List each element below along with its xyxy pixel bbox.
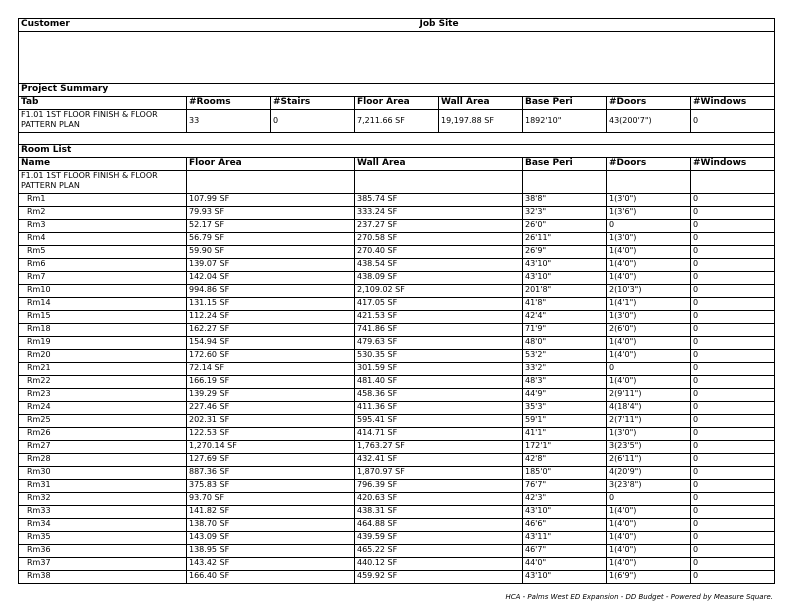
room-value-cell: 43'11"	[523, 532, 607, 545]
room-value-cell: 112.24 SF	[187, 311, 355, 324]
room-value-cell: 0	[691, 298, 775, 311]
room-value-cell: 122.53 SF	[187, 428, 355, 441]
room-row	[19, 545, 775, 558]
room-name-cell: Rm21	[19, 363, 187, 376]
group-empty-cell	[187, 171, 355, 194]
room-row	[19, 194, 775, 207]
room-value-cell: 1(3'6")	[607, 207, 691, 220]
room-value-cell: 0	[691, 272, 775, 285]
room-name-cell: Rm33	[19, 506, 187, 519]
room-value-cell: 887.36 SF	[187, 467, 355, 480]
room-value-cell: 0	[691, 324, 775, 337]
room-value-cell: 458.36 SF	[355, 389, 523, 402]
room-row	[19, 480, 775, 493]
room-value-cell: 142.04 SF	[187, 272, 355, 285]
room-value-cell: 38'8"	[523, 194, 607, 207]
room-value-cell: 3(23'5")	[607, 441, 691, 454]
room-value-cell: 0	[691, 285, 775, 298]
room-value-cell: 201'8"	[523, 285, 607, 298]
summary-value-cell: 43(200'7")	[607, 110, 691, 133]
room-name-cell: Rm10	[19, 285, 187, 298]
room-value-cell: 53'2"	[523, 350, 607, 363]
room-row	[19, 467, 775, 480]
room-value-cell: 1(4'0")	[607, 545, 691, 558]
room-value-cell: 0	[691, 194, 775, 207]
room-value-cell: 0	[691, 350, 775, 363]
room-name-cell: Rm27	[19, 441, 187, 454]
room-list-table	[18, 144, 775, 584]
room-value-cell: 439.59 SF	[355, 532, 523, 545]
room-value-cell: 0	[691, 259, 775, 272]
room-name-cell: Rm1	[19, 194, 187, 207]
room-row	[19, 272, 775, 285]
room-value-cell: 43'10"	[523, 506, 607, 519]
room-name-cell: Rm4	[19, 233, 187, 246]
room-row	[19, 558, 775, 571]
room-value-cell: 0	[691, 233, 775, 246]
room-value-cell: 465.22 SF	[355, 545, 523, 558]
room-value-cell: 2,109.02 SF	[355, 285, 523, 298]
room-list-header-row	[19, 158, 775, 171]
room-value-cell: 41'1"	[523, 428, 607, 441]
room-value-cell: 0	[691, 558, 775, 571]
project-summary-header-row	[19, 97, 775, 110]
room-value-cell: 1(4'0")	[607, 246, 691, 259]
room-value-cell: 26'11"	[523, 233, 607, 246]
summary-value-cell: 19,197.88 SF	[439, 110, 523, 133]
room-value-cell: 301.59 SF	[355, 363, 523, 376]
room-value-cell: 0	[691, 337, 775, 350]
summary-col-header: Base Peri	[523, 97, 607, 110]
room-value-cell: 994.86 SF	[187, 285, 355, 298]
room-value-cell: 432.41 SF	[355, 454, 523, 467]
room-value-cell: 438.09 SF	[355, 272, 523, 285]
room-value-cell: 0	[691, 571, 775, 584]
room-value-cell: 438.54 SF	[355, 259, 523, 272]
room-value-cell: 414.71 SF	[355, 428, 523, 441]
room-col-header: Wall Area	[355, 158, 523, 171]
room-value-cell: 0	[691, 311, 775, 324]
room-value-cell: 237.27 SF	[355, 220, 523, 233]
header-table	[18, 18, 775, 84]
room-value-cell: 0	[691, 545, 775, 558]
room-value-cell: 0	[691, 428, 775, 441]
room-value-cell: 270.40 SF	[355, 246, 523, 259]
room-value-cell: 33'2"	[523, 363, 607, 376]
room-value-cell: 46'6"	[523, 519, 607, 532]
room-value-cell: 333.24 SF	[355, 207, 523, 220]
room-row	[19, 376, 775, 389]
room-row	[19, 298, 775, 311]
room-value-cell: 56.79 SF	[187, 233, 355, 246]
room-value-cell: 166.19 SF	[187, 376, 355, 389]
room-value-cell: 1(4'0")	[607, 558, 691, 571]
room-value-cell: 1(3'0")	[607, 428, 691, 441]
room-value-cell: 26'0"	[523, 220, 607, 233]
project-summary-table	[18, 83, 775, 145]
room-value-cell: 438.31 SF	[355, 506, 523, 519]
room-value-cell: 44'0"	[523, 558, 607, 571]
room-col-header: Base Peri	[523, 158, 607, 171]
room-name-cell: Rm2	[19, 207, 187, 220]
room-value-cell: 4(20'9")	[607, 467, 691, 480]
room-value-cell: 2(6'11")	[607, 454, 691, 467]
room-name-cell: Rm36	[19, 545, 187, 558]
room-value-cell: 154.94 SF	[187, 337, 355, 350]
room-value-cell: 141.82 SF	[187, 506, 355, 519]
group-empty-cell	[607, 171, 691, 194]
room-value-cell: 26'9"	[523, 246, 607, 259]
summary-value-cell: 33	[187, 110, 271, 133]
room-value-cell: 417.05 SF	[355, 298, 523, 311]
room-list-title: Room List	[19, 145, 775, 158]
room-name-cell: Rm23	[19, 389, 187, 402]
footer-text: HCA - Palms West ED Expansion - DD Budget - Powered by Measure Square.	[505, 593, 773, 601]
room-value-cell: 1,870.97 SF	[355, 467, 523, 480]
room-value-cell: 0	[691, 480, 775, 493]
room-value-cell: 166.40 SF	[187, 571, 355, 584]
room-value-cell: 3(23'8")	[607, 480, 691, 493]
room-name-cell: Rm19	[19, 337, 187, 350]
room-value-cell: 0	[691, 506, 775, 519]
room-row	[19, 233, 775, 246]
room-group-label: F1.01 1ST FLOOR FINISH & FLOOR PATTERN PLAN	[19, 171, 187, 194]
room-value-cell: 1(3'0")	[607, 194, 691, 207]
room-value-cell: 2(9'11")	[607, 389, 691, 402]
room-value-cell: 76'7"	[523, 480, 607, 493]
room-value-cell: 421.53 SF	[355, 311, 523, 324]
room-value-cell: 0	[607, 493, 691, 506]
jobsite-label	[397, 19, 775, 32]
room-value-cell: 1(6'9")	[607, 571, 691, 584]
room-value-cell: 270.58 SF	[355, 233, 523, 246]
room-name-cell: Rm20	[19, 350, 187, 363]
room-value-cell: 93.70 SF	[187, 493, 355, 506]
room-value-cell: 41'8"	[523, 298, 607, 311]
room-value-cell: 1(4'0")	[607, 259, 691, 272]
room-name-cell: Rm15	[19, 311, 187, 324]
room-value-cell: 0	[691, 454, 775, 467]
room-value-cell: 1(4'0")	[607, 506, 691, 519]
room-value-cell: 464.88 SF	[355, 519, 523, 532]
project-summary-row	[19, 110, 775, 133]
room-row	[19, 285, 775, 298]
room-row	[19, 246, 775, 259]
room-name-cell: Rm34	[19, 519, 187, 532]
room-name-cell: Rm6	[19, 259, 187, 272]
room-value-cell: 385.74 SF	[355, 194, 523, 207]
room-row	[19, 259, 775, 272]
room-name-cell: Rm26	[19, 428, 187, 441]
header-blank-area	[19, 32, 775, 84]
room-value-cell: 479.63 SF	[355, 337, 523, 350]
room-value-cell: 1(4'0")	[607, 350, 691, 363]
room-value-cell: 44'9"	[523, 389, 607, 402]
room-name-cell: Rm28	[19, 454, 187, 467]
room-name-cell: Rm5	[19, 246, 187, 259]
room-value-cell: 131.15 SF	[187, 298, 355, 311]
room-name-cell: Rm31	[19, 480, 187, 493]
summary-col-header: Floor Area	[355, 97, 439, 110]
room-name-cell: Rm38	[19, 571, 187, 584]
room-value-cell: 138.95 SF	[187, 545, 355, 558]
summary-col-header: Tab	[19, 97, 187, 110]
room-value-cell: 1(4'0")	[607, 376, 691, 389]
room-value-cell: 46'7"	[523, 545, 607, 558]
summary-value-cell: 0	[271, 110, 355, 133]
room-value-cell: 1(4'0")	[607, 272, 691, 285]
room-row	[19, 207, 775, 220]
room-value-cell: 530.35 SF	[355, 350, 523, 363]
room-name-cell: Rm14	[19, 298, 187, 311]
room-value-cell: 2(10'3")	[607, 285, 691, 298]
room-value-cell: 0	[691, 389, 775, 402]
room-name-cell: Rm32	[19, 493, 187, 506]
room-value-cell: 0	[691, 493, 775, 506]
room-value-cell: 1(4'0")	[607, 532, 691, 545]
room-value-cell: 59.90 SF	[187, 246, 355, 259]
room-col-header: Floor Area	[187, 158, 355, 171]
room-name-cell: Rm18	[19, 324, 187, 337]
room-value-cell: 172.60 SF	[187, 350, 355, 363]
room-value-cell: 0	[691, 441, 775, 454]
room-value-cell: 143.09 SF	[187, 532, 355, 545]
summary-value-cell: 1892'10"	[523, 110, 607, 133]
room-value-cell: 138.70 SF	[187, 519, 355, 532]
room-value-cell: 172'1"	[523, 441, 607, 454]
room-value-cell: 440.12 SF	[355, 558, 523, 571]
room-value-cell: 52.17 SF	[187, 220, 355, 233]
summary-value-cell: 0	[691, 110, 775, 133]
room-value-cell: 0	[691, 467, 775, 480]
room-name-cell: Rm7	[19, 272, 187, 285]
room-value-cell: 0	[691, 402, 775, 415]
room-name-cell: Rm35	[19, 532, 187, 545]
room-row	[19, 402, 775, 415]
summary-col-header: #Stairs	[271, 97, 355, 110]
room-value-cell: 32'3"	[523, 207, 607, 220]
group-empty-cell	[523, 171, 607, 194]
room-value-cell: 35'3"	[523, 402, 607, 415]
room-value-cell: 227.46 SF	[187, 402, 355, 415]
room-value-cell: 139.07 SF	[187, 259, 355, 272]
room-row	[19, 519, 775, 532]
room-row	[19, 441, 775, 454]
room-value-cell: 0	[607, 220, 691, 233]
room-name-cell: Rm24	[19, 402, 187, 415]
room-value-cell: 43'10"	[523, 571, 607, 584]
room-list-group-row	[19, 171, 775, 194]
room-row	[19, 220, 775, 233]
summary-tab-cell: F1.01 1ST FLOOR FINISH & FLOOR PATTERN PLAN	[19, 110, 187, 133]
summary-value-cell: 7,211.66 SF	[355, 110, 439, 133]
room-row	[19, 389, 775, 402]
room-row	[19, 350, 775, 363]
summary-col-header: #Windows	[691, 97, 775, 110]
room-value-cell: 1(4'1")	[607, 298, 691, 311]
room-value-cell: 71'9"	[523, 324, 607, 337]
room-value-cell: 0	[691, 519, 775, 532]
room-col-header: Name	[19, 158, 187, 171]
room-row	[19, 571, 775, 584]
summary-col-header: #Doors	[607, 97, 691, 110]
room-value-cell: 481.40 SF	[355, 376, 523, 389]
room-name-cell: Rm25	[19, 415, 187, 428]
room-value-cell: 0	[691, 220, 775, 233]
group-empty-cell	[355, 171, 523, 194]
room-value-cell: 185'0"	[523, 467, 607, 480]
room-value-cell: 1(3'0")	[607, 233, 691, 246]
jobsite-text: Job Site	[419, 19, 459, 29]
room-value-cell: 741.86 SF	[355, 324, 523, 337]
project-summary-title: Project Summary	[19, 84, 775, 97]
room-col-header: #Doors	[607, 158, 691, 171]
room-value-cell: 1(4'0")	[607, 337, 691, 350]
room-value-cell: 1(4'0")	[607, 519, 691, 532]
room-value-cell: 42'4"	[523, 311, 607, 324]
summary-col-header: #Rooms	[187, 97, 271, 110]
room-value-cell: 0	[691, 207, 775, 220]
room-col-header: #Windows	[691, 158, 775, 171]
room-value-cell: 0	[691, 376, 775, 389]
room-value-cell: 1(3'0")	[607, 311, 691, 324]
room-value-cell: 0	[691, 363, 775, 376]
room-value-cell: 43'10"	[523, 272, 607, 285]
summary-col-header: Wall Area	[439, 97, 523, 110]
room-name-cell: Rm3	[19, 220, 187, 233]
room-value-cell: 107.99 SF	[187, 194, 355, 207]
room-value-cell: 139.29 SF	[187, 389, 355, 402]
room-value-cell: 43'10"	[523, 259, 607, 272]
room-value-cell: 1,763.27 SF	[355, 441, 523, 454]
room-row	[19, 493, 775, 506]
room-value-cell: 411.36 SF	[355, 402, 523, 415]
room-value-cell: 127.69 SF	[187, 454, 355, 467]
summary-spacer	[19, 133, 775, 145]
room-row	[19, 415, 775, 428]
room-row	[19, 311, 775, 324]
room-row	[19, 363, 775, 376]
room-value-cell: 59'1"	[523, 415, 607, 428]
room-value-cell: 0	[691, 532, 775, 545]
customer-label: Customer	[19, 19, 397, 32]
room-name-cell: Rm37	[19, 558, 187, 571]
room-row	[19, 532, 775, 545]
room-value-cell: 42'8"	[523, 454, 607, 467]
room-row	[19, 506, 775, 519]
room-value-cell: 42'3"	[523, 493, 607, 506]
room-value-cell: 1,270.14 SF	[187, 441, 355, 454]
room-row	[19, 428, 775, 441]
room-value-cell: 2(6'0")	[607, 324, 691, 337]
room-value-cell: 375.83 SF	[187, 480, 355, 493]
room-value-cell: 4(18'4")	[607, 402, 691, 415]
room-value-cell: 48'0"	[523, 337, 607, 350]
group-empty-cell	[691, 171, 775, 194]
room-value-cell: 0	[691, 246, 775, 259]
room-value-cell: 79.93 SF	[187, 207, 355, 220]
room-value-cell: 202.31 SF	[187, 415, 355, 428]
room-value-cell: 143.42 SF	[187, 558, 355, 571]
room-value-cell: 162.27 SF	[187, 324, 355, 337]
room-value-cell: 420.63 SF	[355, 493, 523, 506]
room-value-cell: 72.14 SF	[187, 363, 355, 376]
room-name-cell: Rm22	[19, 376, 187, 389]
room-row	[19, 337, 775, 350]
room-row	[19, 324, 775, 337]
room-value-cell: 796.39 SF	[355, 480, 523, 493]
room-value-cell: 2(7'11")	[607, 415, 691, 428]
room-value-cell: 48'3"	[523, 376, 607, 389]
room-row	[19, 454, 775, 467]
report-sheet	[18, 18, 774, 584]
room-name-cell: Rm30	[19, 467, 187, 480]
room-value-cell: 459.92 SF	[355, 571, 523, 584]
room-value-cell: 0	[607, 363, 691, 376]
room-value-cell: 595.41 SF	[355, 415, 523, 428]
room-value-cell: 0	[691, 415, 775, 428]
